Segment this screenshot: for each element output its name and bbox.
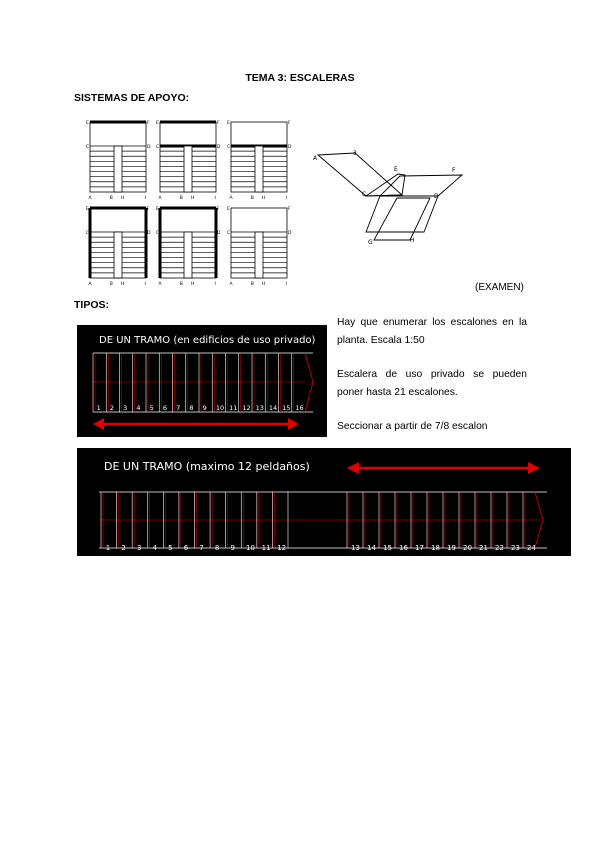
plan-label: B <box>109 282 113 287</box>
stair-plan <box>86 120 151 201</box>
plan-well <box>184 146 192 192</box>
one-flight-max12-figure <box>77 448 571 556</box>
fig2-step-number: 3 <box>136 544 142 552</box>
plan-label: D <box>147 231 151 236</box>
stair-plan <box>227 120 292 201</box>
plan-label: B <box>179 282 183 287</box>
fig1-step-number: 13 <box>255 404 264 412</box>
plan-label: A <box>158 196 162 201</box>
iso-label-g: G <box>368 239 373 246</box>
plan-label: E <box>227 207 230 212</box>
fig2-step-number: 15 <box>383 544 392 552</box>
fig1-step-number: 5 <box>149 404 154 412</box>
plan-label: D <box>288 231 292 236</box>
note-section: Seccionar a partir de 7/8 escalon <box>337 421 488 432</box>
fig1-step-number: 14 <box>268 404 278 412</box>
one-flight-private-figure <box>77 325 327 437</box>
plan-label: A <box>229 196 233 201</box>
fig2-step-number: 14 <box>367 544 376 552</box>
fig1-step-number: 12 <box>242 404 251 412</box>
stair-plan <box>227 206 292 287</box>
plan-label: D <box>217 231 221 236</box>
figure2-title: DE UN TRAMO (maximo 12 peldaños) <box>104 460 310 473</box>
fig2-step-number: 21 <box>479 544 488 552</box>
plan-label: H <box>120 196 125 201</box>
plan-label: C <box>227 231 231 236</box>
plan-label: A <box>88 282 92 287</box>
fig2-step-number: 5 <box>168 544 173 552</box>
fig2-step-number: 24 <box>527 544 536 552</box>
fig1-step-number: 16 <box>295 404 304 412</box>
fig2-step-number: 19 <box>447 544 456 552</box>
plan-label: E <box>86 121 89 126</box>
iso-label-e: E <box>394 166 398 173</box>
fig2-step-number: 13 <box>351 544 360 552</box>
plan-label: E <box>86 207 89 212</box>
iso-label-f: F <box>452 167 456 174</box>
fig1-step-number: 4 <box>136 404 141 412</box>
fig1-step-number: 6 <box>162 404 168 412</box>
fig1-step-number: 8 <box>189 404 194 412</box>
plan-label: I <box>214 282 216 287</box>
plan-label: C <box>227 145 231 150</box>
fig2-step-number: 10 <box>246 544 255 552</box>
plan-label: F <box>147 121 150 126</box>
fig2-step-number: 6 <box>183 544 189 552</box>
plan-label: A <box>158 282 162 287</box>
examen-note: (EXAMEN) <box>475 282 524 293</box>
fig2-step-number: 18 <box>431 544 440 552</box>
plan-label: D <box>147 145 151 150</box>
fig1-step-number: 2 <box>109 404 115 412</box>
fig1-step-number: 10 <box>215 404 225 412</box>
note-numbering: Hay que enumerar los escalones en la planta. Escala 1:50 <box>337 317 527 346</box>
plan-label: C <box>156 231 160 236</box>
plan-label: H <box>120 282 125 287</box>
plan-well <box>114 232 122 278</box>
plan-label: I <box>144 196 146 201</box>
plan-well <box>184 232 192 278</box>
fig2-step-number: 16 <box>399 544 408 552</box>
plan-label: E <box>156 207 159 212</box>
fig2-step-number: 23 <box>511 544 520 552</box>
plan-label: I <box>285 196 287 201</box>
plan-label: F <box>147 207 150 212</box>
plan-label: E <box>156 121 159 126</box>
plan-label: D <box>288 145 292 150</box>
fig1-step-number: 15 <box>282 404 291 412</box>
fig1-step-number: 1 <box>96 404 101 412</box>
plan-label: H <box>261 282 266 287</box>
plan-label: B <box>250 196 254 201</box>
fig2-step-number: 8 <box>214 544 220 552</box>
plan-label: F <box>217 121 220 126</box>
fig2-step-number: 20 <box>463 544 472 552</box>
plan-label: F <box>288 207 291 212</box>
plan-label: I <box>285 282 287 287</box>
fig1-step-number: 7 <box>176 404 181 412</box>
iso-label-3: 3 <box>353 150 357 157</box>
plan-label: B <box>250 282 254 287</box>
fig1-step-number: 3 <box>123 404 128 412</box>
isometric-stair-sketch <box>300 140 480 255</box>
note-private-max: Escalera de uso privado se pueden poner hasta 21 escalones. <box>337 369 527 398</box>
plan-label: B <box>179 196 183 201</box>
stair-plan <box>156 206 221 287</box>
plan-well <box>255 146 263 192</box>
page-title: TEMA 3: ESCALERAS <box>245 72 355 84</box>
fig2-step-number: 17 <box>415 544 424 552</box>
fig2-step-number: 9 <box>230 544 235 552</box>
plan-label: B <box>109 196 113 201</box>
plan-label: H <box>190 196 195 201</box>
fig2-step-number: 11 <box>261 544 271 552</box>
plan-label: C <box>156 145 160 150</box>
fig2-step-number: 7 <box>199 544 204 552</box>
fig2-step-number: 22 <box>495 544 504 552</box>
plan-label: A <box>229 282 233 287</box>
stair-plan <box>86 206 151 287</box>
support-plans-diagram <box>80 112 295 292</box>
fig2-step-number: 4 <box>152 544 158 552</box>
fig2-step-number: 12 <box>277 544 287 552</box>
iso-label-d: D <box>434 193 439 200</box>
plan-label: H <box>261 196 266 201</box>
plan-label: F <box>288 121 291 126</box>
plan-label: I <box>144 282 146 287</box>
iso-label-a: A <box>313 155 318 162</box>
section-heading-types: TIPOS: <box>74 299 110 311</box>
figure1-title: DE UN TRAMO (en edificios de uso privado) <box>99 335 316 346</box>
fig1-step-number: 11 <box>229 404 238 412</box>
fig1-step-number: 9 <box>202 404 207 412</box>
plan-label: E <box>227 121 230 126</box>
plan-label: C <box>86 231 90 236</box>
plan-label: C <box>86 145 90 150</box>
stair-plan <box>156 120 221 201</box>
iso-label-h: H <box>410 237 415 244</box>
plan-well <box>255 232 263 278</box>
plan-label: H <box>190 282 195 287</box>
plan-label: I <box>214 196 216 201</box>
plan-label: A <box>88 196 92 201</box>
fig2-step-number: 1 <box>105 544 111 552</box>
section-heading-support: SISTEMAS DE APOYO: <box>74 92 190 104</box>
plan-label: D <box>217 145 221 150</box>
iso-label-c: C <box>362 191 367 198</box>
plan-well <box>114 146 122 192</box>
plan-label: F <box>217 207 220 212</box>
fig2-step-number: 2 <box>121 544 126 552</box>
